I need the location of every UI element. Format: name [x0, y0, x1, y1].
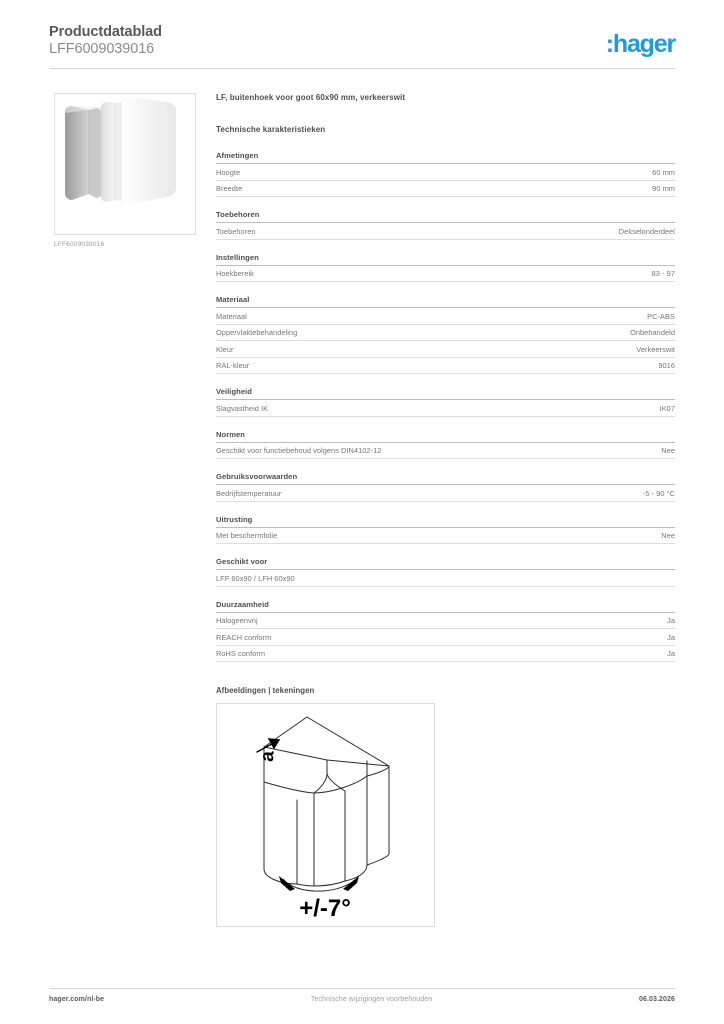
- spec-group: [216, 151, 675, 197]
- spec-group: [216, 253, 675, 283]
- spec-value: 60 mm: [652, 167, 675, 177]
- spec-value: Nee: [661, 531, 675, 540]
- spec-row: [216, 308, 675, 325]
- spec-value: PC-ABS: [647, 311, 675, 321]
- spec-value: 83 - 97: [651, 269, 675, 278]
- main-content: [216, 93, 675, 927]
- header-divider: [49, 68, 675, 69]
- spec-label: Oppervlaktebehandeling: [216, 328, 298, 337]
- spec-group-title: Duurzaamheid: [216, 600, 675, 613]
- spec-row: [216, 485, 675, 502]
- spec-group-title: Veiligheid: [216, 387, 675, 400]
- spec-group: [216, 387, 675, 417]
- footer-date: 06.03.2026: [638, 996, 675, 1003]
- spec-row: [216, 358, 675, 375]
- figures-heading: Afbeeldingen | tekeningen: [216, 686, 315, 695]
- product-image-caption: LFF6009039016: [54, 241, 105, 248]
- spec-row: [216, 629, 675, 646]
- spec-row: [216, 613, 675, 630]
- angle-label: +/-7°: [299, 895, 351, 922]
- spec-row: [216, 325, 675, 342]
- spec-row: [216, 528, 675, 545]
- spec-value: Nee: [661, 446, 675, 455]
- product-name: LF, buitenhoek voor goot 60x90 mm, verkeerswit: [216, 93, 406, 102]
- spec-row: [216, 223, 675, 240]
- spec-group-title: Uitrusting: [216, 515, 675, 528]
- spec-groups: [216, 151, 675, 662]
- spec-row: [216, 266, 675, 283]
- spec-group: [216, 472, 675, 502]
- spec-value: Ja: [667, 649, 675, 658]
- spec-row: [216, 181, 675, 198]
- spec-group-title: Geschikt voor: [216, 557, 675, 570]
- spec-label: LFF 60x90 / LFH 60x90: [216, 573, 295, 583]
- technical-drawing: [216, 703, 435, 927]
- spec-group-title: Gebruiksvoorwaarden: [216, 472, 675, 485]
- product-image: [54, 93, 196, 235]
- spec-label: Halogeenvrij: [216, 616, 258, 625]
- spec-label: RoHS conform: [216, 649, 266, 658]
- spec-row: [216, 443, 675, 460]
- spec-value: 9016: [658, 361, 675, 370]
- product-photo-illustration: [55, 94, 193, 232]
- spec-row: [216, 400, 675, 417]
- footer-divider: [49, 988, 675, 989]
- page-header: [49, 24, 675, 70]
- spec-row: [216, 164, 675, 181]
- spec-label: Toebehoren: [216, 226, 256, 236]
- spec-group-title: Normen: [216, 430, 675, 443]
- spec-group: [216, 557, 675, 587]
- spec-label: Geschikt voor functiebehoud volgens DIN4102-12: [216, 446, 382, 455]
- spec-label: Slagvastheid IK: [216, 403, 269, 413]
- spec-label: Hoekbereik: [216, 269, 254, 278]
- hager-logo: :hager: [605, 30, 675, 58]
- spec-label: Breedte: [216, 184, 243, 193]
- spec-row: [216, 646, 675, 663]
- spec-value: 90 mm: [652, 184, 675, 193]
- footer-note: Technische wijzigingen voorbehouden: [310, 996, 433, 1003]
- spec-value: Verkeerswit: [636, 344, 675, 354]
- technical-characteristics-heading: Technische karakteristieken: [216, 125, 326, 134]
- spec-label: Materiaal: [216, 311, 247, 321]
- spec-value: -5 - 90 °C: [642, 488, 675, 498]
- page-footer: [49, 996, 675, 1003]
- spec-group: [216, 430, 675, 460]
- spec-group-title: Instellingen: [216, 253, 675, 266]
- spec-value: IK07: [659, 403, 675, 413]
- spec-value: Ja: [667, 632, 675, 642]
- spec-value: Dekselonderdeel: [618, 226, 675, 236]
- spec-label: Hoogte: [216, 167, 241, 177]
- spec-group: [216, 295, 675, 374]
- spec-group: [216, 515, 675, 545]
- spec-label: Met beschermfolie: [216, 531, 278, 540]
- spec-label: Bedrijfstemperatuur: [216, 488, 282, 498]
- spec-row: [216, 570, 675, 587]
- spec-group-title: Materiaal: [216, 295, 675, 308]
- dimension-label-a: a: [257, 750, 279, 763]
- spec-value: Onbehandeld: [630, 328, 675, 337]
- page-title: Productdatablad: [49, 24, 162, 40]
- spec-row: [216, 341, 675, 358]
- spec-label: RAL-kleur: [216, 361, 250, 370]
- spec-group-title: Afmetingen: [216, 151, 675, 164]
- product-reference: LFF6009039016: [49, 41, 155, 57]
- footer-website[interactable]: hager.com/nl-be: [49, 996, 105, 1003]
- spec-value: Ja: [667, 616, 675, 625]
- spec-group: [216, 210, 675, 240]
- technical-drawing-illustration: [217, 704, 434, 926]
- spec-label: REACH conform: [216, 632, 272, 642]
- spec-label: Kleur: [216, 344, 234, 354]
- spec-group-title: Toebehoren: [216, 210, 675, 223]
- spec-group: [216, 600, 675, 663]
